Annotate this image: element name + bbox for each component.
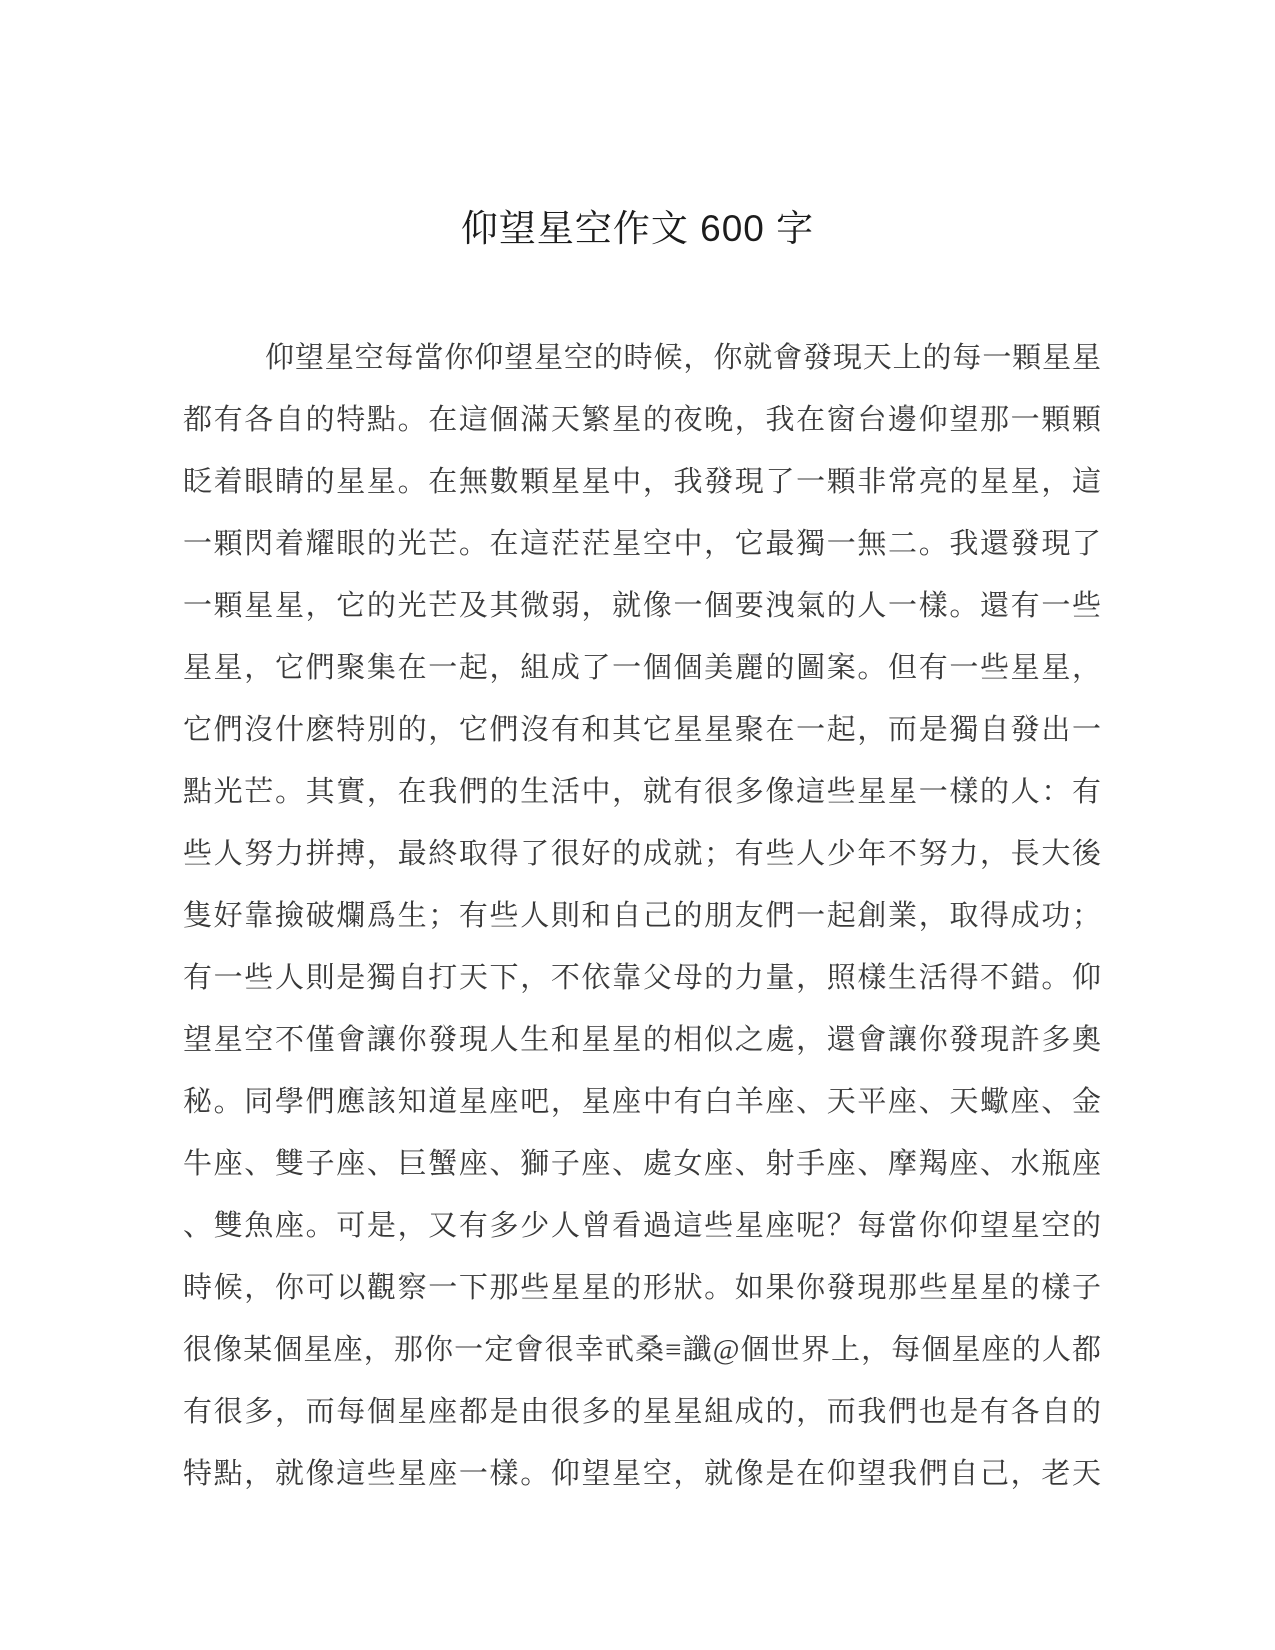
- text-line: 仰望星空每當你仰望星空的時候，你就會發現天上的每一顆星星: [265, 342, 1101, 374]
- text-line: 、雙魚座。可是，又有多少人曾看過這些星座呢？每當你仰望星空的: [183, 1210, 1101, 1242]
- page-title: 仰望星空作文 600 字: [460, 208, 815, 249]
- text-line: 些人努力拼搏，最終取得了很好的成就；有些人少年不努力，長大後: [183, 838, 1101, 870]
- text-line: 牛座、雙子座、巨蟹座、獅子座、處女座、射手座、摩羯座、水瓶座: [183, 1148, 1101, 1180]
- text-line: 秘。同學們應該知道星座吧，星座中有白羊座、天平座、天蠍座、金: [183, 1086, 1101, 1118]
- text-line: 一顆閃着耀眼的光芒。在這茫茫星空中，它最獨一無二。我還發現了: [183, 528, 1101, 560]
- text-line: 眨着眼睛的星星。在無數顆星星中，我發現了一顆非常亮的星星，這: [183, 466, 1101, 498]
- text-line: 星星，它們聚集在一起，組成了一個個美麗的圖案。但有一些星星，: [183, 652, 1101, 684]
- text-line: 望星空不僅會讓你發現人生和星星的相似之處，還會讓你發現許多奧: [183, 1024, 1101, 1056]
- text-line: 點光芒。其實，在我們的生活中，就有很多像這些星星一樣的人：有: [183, 776, 1101, 808]
- text-line: 有一些人則是獨自打天下，不依靠父母的力量，照樣生活得不錯。仰: [183, 962, 1101, 994]
- text-line: 有很多，而每個星座都是由很多的星星組成的，而我們也是有各自的: [183, 1396, 1101, 1428]
- text-line: 它們沒什麽特別的，它們沒有和其它星星聚在一起，而是獨自發出一: [183, 714, 1101, 746]
- text-line: 一顆星星，它的光芒及其微弱，就像一個要洩氣的人一樣。還有一些: [183, 590, 1101, 622]
- text-line: 時候，你可以觀察一下那些星星的形狀。如果你發現那些星星的樣子: [183, 1272, 1101, 1304]
- text-line: 特點，就像這些星座一樣。仰望星空，就像是在仰望我們自己，老天: [183, 1458, 1101, 1490]
- text-line: 都有各自的特點。在這個滿天繁星的夜晚，我在窗台邊仰望那一顆顆: [183, 404, 1101, 436]
- essay-body: [183, 327, 1101, 1505]
- text-line: 隻好靠撿破爛爲生；有些人則和自己的朋友們一起創業，取得成功；: [183, 900, 1101, 932]
- text-line: 很像某個星座，那你一定會很幸甙桑≡讖@個世界上，每個星座的人都: [183, 1334, 1101, 1366]
